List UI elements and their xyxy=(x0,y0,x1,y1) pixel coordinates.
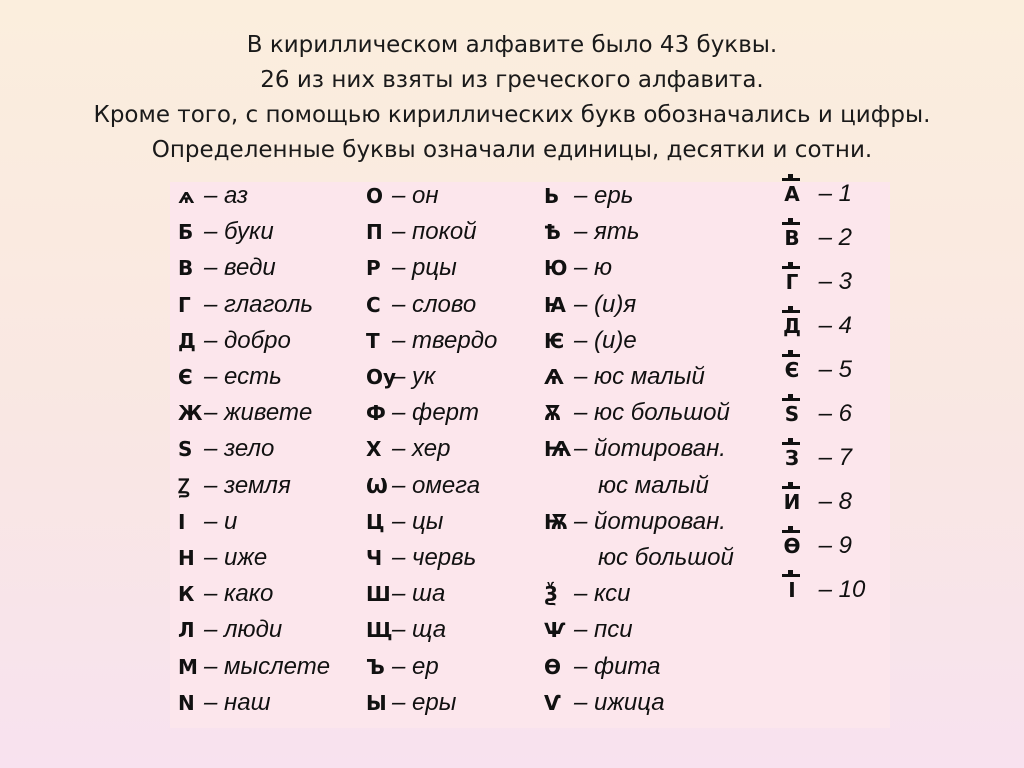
letter-row xyxy=(178,395,312,431)
numeral-glyph xyxy=(780,174,804,214)
letter-row xyxy=(366,504,443,540)
letter-glyph: Ь xyxy=(544,184,560,208)
numeral-value: – 8 xyxy=(812,488,853,515)
letter-name: – люди xyxy=(204,616,283,644)
numeral-row xyxy=(780,526,852,566)
numeral-letter: Д xyxy=(783,314,801,338)
letter-glyph: В xyxy=(178,256,194,281)
heading-line-4: Определенные буквы означали единицы, десятки и сотни. xyxy=(151,137,873,163)
letter-row xyxy=(544,250,612,286)
letter-glyph: Ч xyxy=(366,546,383,570)
letter-name: – пси xyxy=(574,616,633,644)
letter-glyph: Ф xyxy=(366,401,386,426)
letter-glyph: Ѕ xyxy=(178,437,193,462)
letter-glyph: ѧ xyxy=(178,184,195,208)
letter-name: – цы xyxy=(392,507,444,535)
letter-row xyxy=(366,250,457,286)
numeral-value: – 9 xyxy=(812,532,853,559)
letter-row xyxy=(544,359,705,395)
heading-line-2: 26 из них взяты из греческого алфавита. xyxy=(260,67,764,93)
letter-name: – глаголь xyxy=(204,290,314,318)
letter-glyph: Б xyxy=(178,220,194,245)
letter-glyph: Щ xyxy=(366,618,393,643)
letter-row xyxy=(544,540,734,576)
numeral-glyph xyxy=(780,482,804,522)
letter-glyph: Ѯ xyxy=(544,582,558,607)
titlo-mark xyxy=(782,310,800,313)
titlo-mark xyxy=(782,398,800,401)
letter-row xyxy=(544,504,726,540)
letter-glyph: Ѧ xyxy=(544,365,564,389)
letter-row xyxy=(544,576,630,612)
letter-row xyxy=(366,612,446,648)
numeral-value: – 3 xyxy=(812,268,853,295)
titlo-mark xyxy=(782,354,800,357)
numeral-glyph xyxy=(780,526,804,566)
letter-glyph: Ѥ xyxy=(544,328,565,353)
letter-name: – аз xyxy=(204,182,248,209)
letter-name: – йотирован. xyxy=(574,507,726,535)
letter-row xyxy=(178,359,282,395)
letter-row xyxy=(366,323,497,359)
slide-heading xyxy=(0,28,1024,168)
letter-name: – наш xyxy=(204,688,271,716)
titlo-mark xyxy=(782,486,800,489)
letter-name: – рцы xyxy=(392,254,457,282)
letter-row xyxy=(178,250,276,286)
letter-row xyxy=(178,576,273,612)
letter-row xyxy=(178,287,313,323)
numeral-value: – 2 xyxy=(812,224,853,251)
letter-glyph: Р xyxy=(366,256,381,281)
letter-name: – еры xyxy=(392,688,457,716)
letter-glyph: С xyxy=(366,292,381,317)
letter-name: – твердо xyxy=(392,326,498,354)
letter-glyph: Ꙗ xyxy=(544,292,566,317)
letter-name: – буки xyxy=(204,218,274,246)
letter-row xyxy=(178,612,282,648)
letter-name: – ижица xyxy=(574,688,665,716)
letter-name: – ша xyxy=(392,580,446,608)
letter-row xyxy=(544,468,709,504)
titlo-mark xyxy=(782,574,800,577)
numeral-row xyxy=(780,350,852,390)
titlo-mark xyxy=(782,222,800,225)
letter-name: – покой xyxy=(392,218,477,246)
letter-glyph: К xyxy=(178,582,195,607)
letter-glyph: Ю xyxy=(544,256,568,281)
numeral-value: – 7 xyxy=(812,444,853,471)
letter-glyph: Ѳ xyxy=(544,654,562,679)
letter-row xyxy=(366,540,476,576)
letter-name: – зело xyxy=(204,435,275,463)
letter-name: юс малый xyxy=(598,471,709,499)
numeral-row xyxy=(780,218,852,258)
numeral-value: – 1 xyxy=(812,180,853,207)
letter-row xyxy=(366,685,456,721)
letter-glyph: Н xyxy=(178,546,195,570)
heading-line-1: В кириллическом алфавите было 43 буквы. xyxy=(246,32,778,58)
numeral-row xyxy=(780,174,852,214)
numeral-letter: И xyxy=(783,490,801,514)
numeral-row xyxy=(780,438,852,478)
numeral-glyph xyxy=(780,394,804,434)
letter-name: – червь xyxy=(392,544,477,571)
letter-glyph: Ы xyxy=(366,690,387,715)
letter-row xyxy=(366,576,445,612)
titlo-mark xyxy=(782,178,800,181)
letter-glyph: Д xyxy=(178,328,196,353)
letter-row xyxy=(366,287,476,323)
letter-name: – ю xyxy=(574,254,613,282)
numeral-letter: А xyxy=(784,182,800,206)
letter-glyph: Т xyxy=(366,328,380,353)
letter-row xyxy=(544,431,726,467)
numeral-row xyxy=(780,570,865,610)
numeral-glyph xyxy=(780,262,804,302)
letter-glyph: О xyxy=(366,184,384,208)
letter-glyph: Ж xyxy=(178,401,203,426)
alphabet-table xyxy=(170,182,890,728)
numeral-glyph xyxy=(780,306,804,346)
titlo-mark xyxy=(782,442,800,445)
letter-name: – иже xyxy=(204,544,268,571)
letter-name: – ук xyxy=(392,363,436,390)
letter-row xyxy=(366,468,480,504)
letter-name: – слово xyxy=(392,290,477,318)
letter-name: юс большой xyxy=(598,544,734,571)
letter-name: – ерь xyxy=(574,182,634,209)
letter-row xyxy=(178,431,274,467)
letter-row xyxy=(544,395,730,431)
letter-glyph: П xyxy=(366,220,383,245)
letter-row xyxy=(544,323,637,359)
letter-row xyxy=(178,504,237,540)
letter-name: – (и)я xyxy=(574,290,637,318)
letter-glyph: N xyxy=(178,690,195,715)
letter-row xyxy=(366,395,479,431)
letter-row xyxy=(366,359,435,395)
letter-glyph: Є xyxy=(178,365,193,389)
titlo-mark xyxy=(782,530,800,533)
letter-glyph: Ѭ xyxy=(544,509,569,534)
letter-name: – како xyxy=(204,580,274,608)
letter-name: – живете xyxy=(204,399,313,427)
letter-row xyxy=(178,540,267,576)
numeral-letter: Г xyxy=(785,270,799,294)
letter-name: – есть xyxy=(204,363,282,390)
numeral-letter: Є xyxy=(784,358,800,382)
numeral-row xyxy=(780,306,852,346)
letter-row xyxy=(544,287,636,323)
letter-glyph: Оу xyxy=(366,365,397,389)
letter-name: – юс большой xyxy=(574,399,730,427)
letter-row xyxy=(178,468,291,504)
letter-row xyxy=(178,649,330,685)
letter-row xyxy=(544,612,633,648)
letter-name: – кси xyxy=(574,580,631,608)
numeral-letter: І xyxy=(788,578,796,602)
letter-name: – он xyxy=(392,182,439,209)
numeral-row xyxy=(780,482,852,522)
numeral-glyph xyxy=(780,438,804,478)
numeral-letter: Ѕ xyxy=(784,402,800,426)
letter-glyph: Л xyxy=(178,618,195,643)
letter-row xyxy=(544,649,660,685)
letter-glyph: І xyxy=(178,509,186,534)
numeral-value: – 4 xyxy=(812,312,853,339)
letter-name: – ять xyxy=(574,218,640,246)
letter-name: – и xyxy=(204,507,238,535)
letter-row xyxy=(366,178,439,214)
letter-name: – земля xyxy=(204,471,291,499)
letter-glyph: Ѣ xyxy=(544,220,561,245)
letter-row xyxy=(366,214,477,250)
letter-name: – веди xyxy=(204,254,276,282)
numeral-letter: В xyxy=(784,226,800,250)
letter-name: – фита xyxy=(574,652,661,680)
letter-glyph: Г xyxy=(178,292,191,317)
numeral-value: – 10 xyxy=(812,576,866,603)
titlo-mark xyxy=(782,266,800,269)
letter-glyph: М xyxy=(178,654,198,679)
letter-name: – юс малый xyxy=(574,363,705,390)
numeral-value: – 6 xyxy=(812,400,853,427)
letter-row xyxy=(178,323,291,359)
letter-glyph: Ѫ xyxy=(544,401,562,426)
letter-name: – йотирован. xyxy=(574,435,726,463)
letter-name: – мыслете xyxy=(204,652,331,680)
letter-row xyxy=(178,178,248,214)
letter-glyph: Ш xyxy=(366,582,391,607)
letter-glyph: Ъ xyxy=(366,654,385,679)
letter-row xyxy=(178,214,274,250)
letter-row xyxy=(544,214,639,250)
letter-row xyxy=(544,685,665,721)
numeral-glyph xyxy=(780,570,804,610)
numeral-glyph xyxy=(780,350,804,390)
letter-glyph: Ц xyxy=(366,509,385,534)
numeral-value: – 5 xyxy=(812,356,853,383)
numeral-row xyxy=(780,394,852,434)
letter-name: – хер xyxy=(392,435,451,463)
numeral-letter: З xyxy=(784,446,800,470)
letter-glyph: Х xyxy=(366,437,382,462)
letter-glyph: Ѡ xyxy=(366,473,388,498)
letter-glyph: Ѩ xyxy=(544,437,572,462)
letter-row xyxy=(544,178,633,214)
letter-name: – добро xyxy=(204,326,291,354)
letter-name: – ща xyxy=(392,616,447,644)
numeral-row xyxy=(780,262,852,302)
letter-row xyxy=(366,431,450,467)
letter-row xyxy=(366,649,439,685)
letter-glyph: Ѱ xyxy=(544,618,566,643)
letter-glyph: Ѵ xyxy=(544,690,562,715)
letter-name: – ер xyxy=(392,652,439,680)
letter-name: – ферт xyxy=(392,399,480,427)
letter-glyph: Ꙁ xyxy=(178,473,190,498)
letter-name: – омега xyxy=(392,471,481,499)
letter-row xyxy=(178,685,271,721)
numeral-glyph xyxy=(780,218,804,258)
numeral-letter: Ѳ xyxy=(783,534,801,558)
heading-line-3: Кроме того, с помощью кириллических букв обозначались и цифры. xyxy=(93,102,931,128)
letter-name: – (и)е xyxy=(574,326,637,354)
